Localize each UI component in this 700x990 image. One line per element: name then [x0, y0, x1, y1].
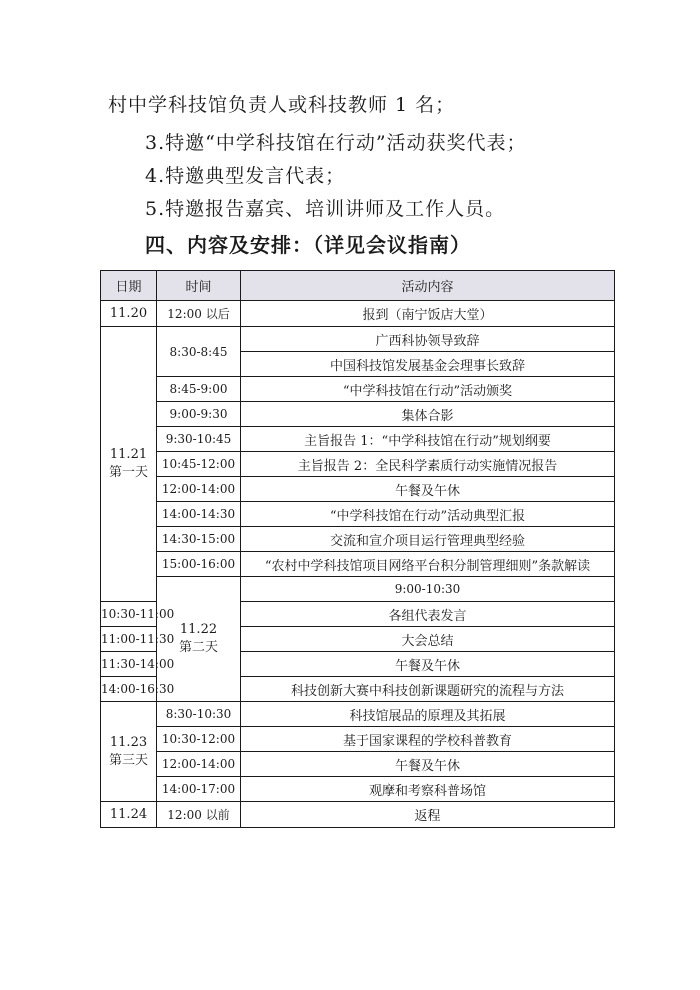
table-row: [101, 301, 615, 327]
activity-cell: 报到（南宁饭店大堂）: [241, 301, 615, 327]
activity-cell: 午餐及午休: [241, 652, 615, 677]
weekday-label: 第三天: [108, 752, 148, 768]
activity-cell: 各组代表发言: [241, 602, 615, 627]
table-row: [101, 527, 615, 552]
activity-cell: “中学科技馆在行动”活动典型汇报: [241, 502, 615, 527]
activity-cell: 午餐及午休: [241, 752, 615, 777]
activity-cell: 主旨报告 1：“中学科技馆在行动”规划纲要: [241, 427, 615, 452]
table-row: [101, 752, 615, 777]
header-activity: 活动内容: [241, 271, 615, 301]
header-time: 时间: [157, 271, 241, 301]
time-cell: 10:45-12:00: [157, 452, 241, 477]
date-label: 11.22: [179, 622, 218, 637]
table-row: [101, 702, 615, 727]
time-cell: 10:30-11:00: [101, 602, 157, 627]
date-label: 11.23: [109, 734, 148, 750]
time-cell: 10:30-12:00: [157, 727, 241, 752]
section-heading: 四、内容及安排：（详见会议指南）: [145, 233, 471, 257]
paragraph-item-4: 4.特邀典型发言代表；: [145, 165, 346, 187]
weekday-label: 第二天: [178, 640, 218, 655]
activity-cell: 集体合影: [241, 402, 615, 427]
time-cell: 8:45-9:00: [157, 377, 241, 402]
table-row: [101, 427, 615, 452]
table-row: [101, 452, 615, 477]
date-cell: [101, 702, 157, 802]
table-row: [101, 327, 615, 352]
time-cell: 8:30-10:30: [157, 702, 241, 727]
time-cell: 12:00 以后: [157, 301, 241, 327]
table-header-row: [101, 271, 615, 301]
activity-cell: 观摩和考察科普场馆: [241, 777, 615, 802]
time-cell: 9:00-9:30: [157, 402, 241, 427]
activity-cell: 返程: [241, 802, 615, 828]
time-cell: 11:30-14:00: [101, 652, 157, 677]
paragraph-line-1: 村中学科技馆负责人或科技教师 1 名；: [108, 94, 456, 116]
activity-cell: 科技创新大赛中科技创新课题研究的流程与方法: [241, 677, 615, 702]
activity-cell: 科技馆展品的原理及其拓展: [241, 702, 615, 727]
table-row: [101, 577, 615, 602]
activity-cell: 基于国家课程的学校科普教育: [241, 727, 615, 752]
table-row: [101, 777, 615, 802]
date-cell: [101, 327, 157, 602]
table-row: [101, 402, 615, 427]
table-row: [101, 477, 615, 502]
time-cell: 8:30-8:45: [157, 327, 241, 377]
time-cell: 14:00-17:00: [157, 777, 241, 802]
table-row: [101, 552, 615, 577]
time-cell: 14:30-15:00: [157, 527, 241, 552]
date-label: 11.24: [109, 806, 148, 822]
schedule-table: [100, 270, 615, 828]
activity-cell: “中学科技馆在行动”活动颁奖: [241, 377, 615, 402]
table-row: [101, 802, 615, 828]
activity-cell: 中国科技馆发展基金会理事长致辞: [241, 352, 615, 377]
time-cell: 9:30-10:45: [157, 427, 241, 452]
table-row: [101, 727, 615, 752]
time-cell: 12:00-14:00: [157, 477, 241, 502]
activity-cell: 大会总结: [241, 627, 615, 652]
activity-cell: “农村中学科技馆项目网络平台积分制管理细则”条款解读: [241, 552, 615, 577]
time-cell: 14:00-16:30: [101, 677, 157, 702]
table-row: [101, 377, 615, 402]
date-cell: [101, 802, 157, 828]
time-cell: 15:00-16:00: [157, 552, 241, 577]
time-cell: 12:00-14:00: [157, 752, 241, 777]
activity-cell: 主旨报告 2：全民科学素质行动实施情况报告: [241, 452, 615, 477]
date-cell: [101, 301, 157, 327]
time-cell: 14:00-14:30: [157, 502, 241, 527]
time-cell: 11:00-11:30: [101, 627, 157, 652]
activity-cell: 交流和宣介项目运行管理典型经验: [241, 527, 615, 552]
time-cell: 9:00-10:30: [241, 577, 615, 602]
date-label: 11.20: [109, 305, 148, 321]
date-label: 11.21: [109, 447, 148, 462]
table-row: [101, 502, 615, 527]
time-cell: 12:00 以前: [157, 802, 241, 828]
activity-cell: 广西科协领导致辞: [241, 327, 615, 352]
paragraph-item-5: 5.特邀报告嘉宾、培训讲师及工作人员。: [145, 198, 506, 220]
paragraph-item-3: 3.特邀“中学科技馆在行动”活动获奖代表；: [145, 132, 527, 154]
weekday-label: 第一天: [108, 465, 148, 480]
header-date: 日期: [101, 271, 157, 301]
activity-cell: 午餐及午休: [241, 477, 615, 502]
